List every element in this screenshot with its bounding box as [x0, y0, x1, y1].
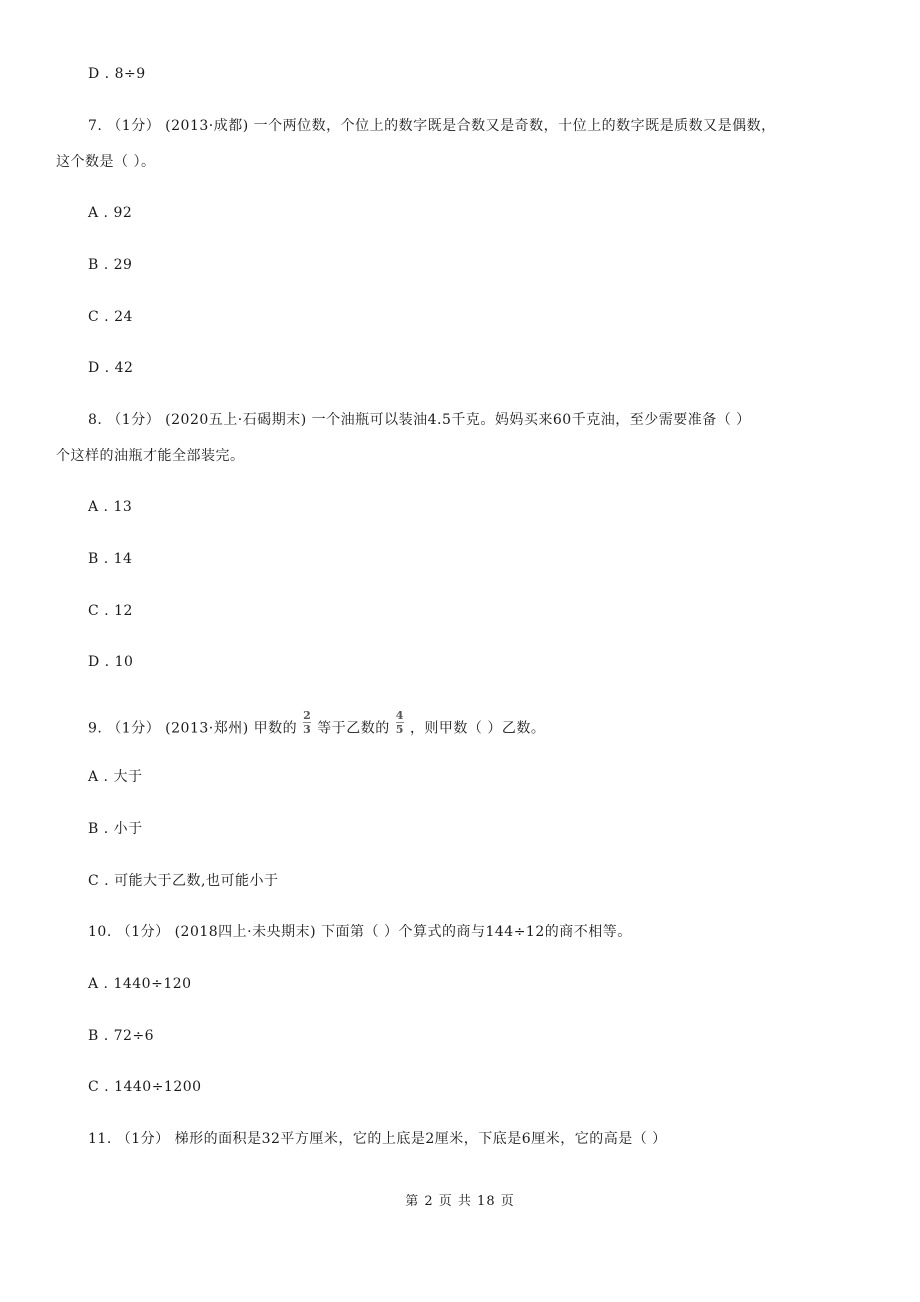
- q10-option-b: B . 72÷6: [88, 1028, 155, 1044]
- q9-stem-prefix: 9. （1分） (2013·郑州) 甲数的: [88, 720, 298, 737]
- q9-fraction-2: [396, 710, 404, 735]
- q9-stem-middle: 等于乙数的: [317, 720, 390, 737]
- q8-option-b: B . 14: [88, 551, 133, 567]
- q10-stem: 10. （1分） (2018四上·未央期末) 下面第（ ）个算式的商与144÷12的商不相等。: [88, 924, 632, 940]
- q11-stem: 11. （1分） 梯形的面积是32平方厘米，它的上底是2厘米，下底是6厘米，它的高是（ ）: [88, 1131, 667, 1147]
- q9-fraction-2-numerator: 4: [395, 709, 404, 722]
- q8-stem-line1: 8. （1分） (2020五上·石碣期末) 一个油瓶可以装油4.5千克。妈妈买来60千克油，至少需要准备（ ）: [88, 412, 751, 428]
- q9-fraction-1-numerator: 2: [303, 709, 312, 722]
- q9-option-b: B . 小于: [88, 821, 143, 837]
- q7-stem-line1: 7. （1分） (2013·成都) 一个两位数，个位上的数字既是合数又是奇数，十位上的数字既是质数又是偶数，: [88, 118, 776, 134]
- q9-stem-suffix: ，则甲数（ ）乙数。: [409, 720, 546, 737]
- q8-option-c: C . 12: [88, 603, 133, 619]
- q8-option-d: D . 10: [88, 654, 134, 670]
- q9-option-c: C . 可能大于乙数,也可能小于: [88, 873, 279, 889]
- q8-stem-line2: 个这样的油瓶才能全部装完。: [56, 448, 245, 464]
- q7-option-c: C . 24: [88, 309, 133, 325]
- q7-option-a: A . 92: [88, 205, 133, 221]
- q9-option-a: A . 大于: [88, 769, 143, 785]
- page-footer: 第 2 页 共 18 页: [405, 1194, 515, 1209]
- q7-option-d: D . 42: [88, 360, 134, 376]
- q7-stem-line2: 这个数是（ ）。: [56, 154, 156, 170]
- q7-option-b: B . 29: [88, 257, 133, 273]
- q9-fraction-1: [303, 710, 311, 735]
- q9-stem: [88, 709, 546, 741]
- q9-fraction-2-denominator: 5: [395, 723, 404, 736]
- q6-option-d: D . 8÷9: [88, 66, 146, 82]
- q10-option-a: A . 1440÷120: [88, 976, 192, 992]
- q9-fraction-1-denominator: 3: [303, 723, 312, 736]
- q8-option-a: A . 13: [88, 499, 133, 515]
- q10-option-c: C . 1440÷1200: [88, 1079, 202, 1095]
